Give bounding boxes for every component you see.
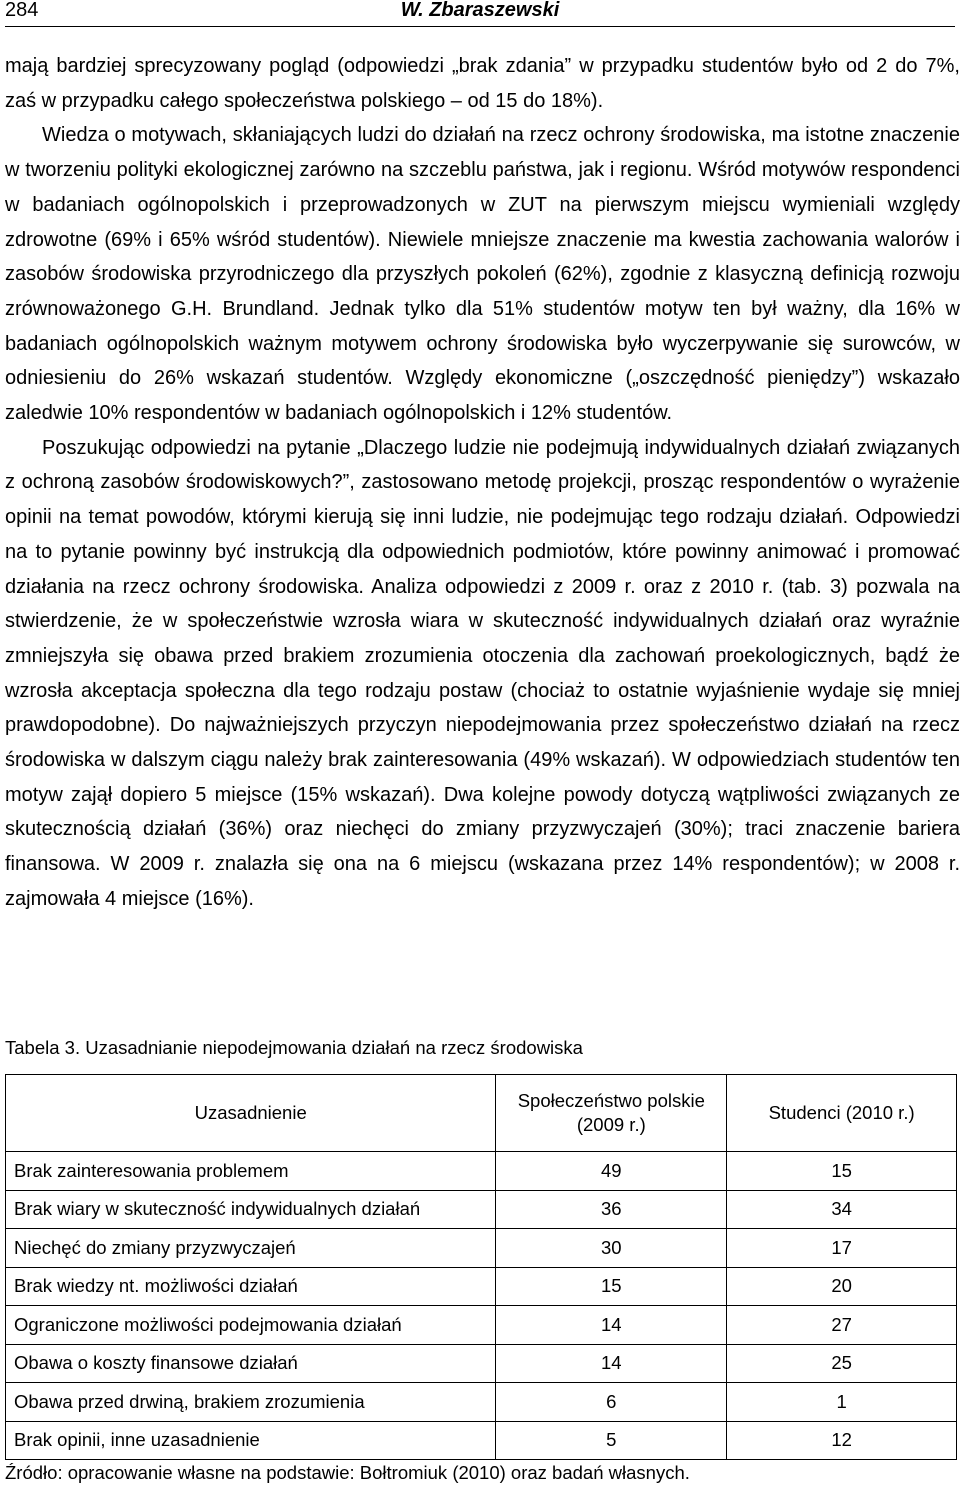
students-value-cell: 34 (727, 1190, 957, 1229)
students-value-cell: 15 (727, 1152, 957, 1191)
column-header: Społeczeństwo polskie (2009 r.) (496, 1075, 727, 1152)
page-header (5, 0, 955, 27)
students-value-cell: 27 (727, 1306, 957, 1345)
table-row (6, 1267, 957, 1306)
table-source-note: Źródło: opracowanie własne na podstawie: Bołtromiuk (2010) oraz badań własnych. (5, 1462, 690, 1483)
paragraph: Poszukując odpowiedzi na pytanie „Dlaczego ludzie nie podejmują indywidualnych działań związanych z ochroną zasobów środowiskowych?”, zastosowano metodę projekcji, prosząc respondentów o wyrażenie opinii na temat powodów, którymi kierują się inni ludzie, nie podejmując tego rodzaju działań. Odpowiedzi na to pytanie powinny być instrukcją dla odpowiednich podmiotów, które powinny animować i promować działania na rzecz ochrony środowiska. Analiza odpowiedzi z 2009 r. oraz z 2010 r. (tab. 3) pozwala na stwierdzenie, że w społeczeństwie wzrosła wiara w skuteczność indywidualnych działań oraz wyraźnie zmniejszyła się obawa przed brakiem zrozumienia otoczenia dla zachowań proekologicznych, bądź że wzrosła akceptacja społeczna dla tego rodzaju postaw (chociaż to ostatnie wyjaśnienie wydaje się mniej prawdopodobne). Do najważniejszych przyczyn niepodejmowania przez społeczeństwo działań na rzecz środowiska w dalszym ciągu należy brak zainteresowania (49% wskazań). W odpowiedziach studentów ten motyw zajął dopiero 5 miejsce (15% wskazań). Dwa kolejne powody dotyczą wątpliwości związanych ze skutecznością działań (36%) oraz niechęci do zmiany przyzwyczajeń (30%); traci znaczenie bariera finansowa. W 2009 r. znalazła się ona na 6 miejscu (wskazana przez 14% respondentów); w 2008 r. zajmowała 4 miejsce (16%). (5, 436, 960, 910)
column-header: Studenci (2010 r.) (727, 1075, 957, 1152)
students-value-cell: 25 (727, 1344, 957, 1383)
students-value-cell: 12 (727, 1421, 957, 1460)
table-row (6, 1421, 957, 1460)
table-row (6, 1229, 957, 1268)
students-value-cell: 20 (727, 1267, 957, 1306)
society-value-cell: 15 (496, 1267, 727, 1306)
column-header: Uzasadnienie (6, 1075, 496, 1152)
running-title: W. Zbaraszewski (400, 0, 560, 21)
society-value-cell: 14 (496, 1344, 727, 1383)
society-value-cell: 6 (496, 1383, 727, 1422)
society-value-cell: 49 (496, 1152, 727, 1191)
students-value-cell: 1 (727, 1383, 957, 1422)
reason-cell: Brak wiedzy nt. możliwości działań (6, 1267, 496, 1306)
table-row (6, 1383, 957, 1422)
paragraph: mają bardziej sprecyzowany pogląd (odpowiedzi „brak zdania” w przypadku studentów było od 2 do 7%, zaś w przypadku całego społeczeństwa polskiego – od 15 do 18%). (5, 55, 960, 112)
body-text (5, 49, 960, 917)
reason-cell: Niechęć do zmiany przyzwyczajeń (6, 1229, 496, 1268)
page-number: 284 (5, 0, 39, 21)
table-row (6, 1190, 957, 1229)
table-caption: Tabela 3. Uzasadnianie niepodejmowania działań na rzecz środowiska (5, 1037, 583, 1058)
society-value-cell: 30 (496, 1229, 727, 1268)
table-row (6, 1306, 957, 1345)
table-row (6, 1152, 957, 1191)
society-value-cell: 36 (496, 1190, 727, 1229)
reason-cell: Brak wiary w skuteczność indywidualnych działań (6, 1190, 496, 1229)
data-table (5, 1074, 957, 1460)
paragraph: Wiedza o motywach, skłaniających ludzi do działań na rzecz ochrony środowiska, ma istotne znaczenie w tworzeniu polityki ekologicznej zarówno na szczeblu państwa, jak i regionu. Wśród motywów respondenci w badaniach ogólnopolskich i przeprowadzonych w ZUT na pierwszym miejscu wymieniali względy zdrowotne (69% i 65% wśród studentów). Niewiele mniejsze znaczenie ma kwestia zachowania walorów i zasobów środowiska przyrodniczego dla przyszłych pokoleń (62%), zgodnie z klasyczną definicją rozwoju zrównoważonego G.H. Brundland. Jednak tylko dla 51% studentów motyw ten był ważny, dla 16% w badaniach ogólnopolskich ważnym motywem ochrony środowiska było wyczerpywanie się surowców, w odniesieniu do 26% wskazań studentów. Względy ekonomiczne („oszczędność pieniędzy”) wskazało zaledwie 10% respondentów w badaniach ogólnopolskich i 12% studentów. (5, 124, 960, 425)
reason-cell: Brak opinii, inne uzasadnienie (6, 1421, 496, 1460)
students-value-cell: 17 (727, 1229, 957, 1268)
reason-cell: Ograniczone możliwości podejmowania działań (6, 1306, 496, 1345)
table-row (6, 1344, 957, 1383)
reason-cell: Obawa o koszty finansowe działań (6, 1344, 496, 1383)
society-value-cell: 5 (496, 1421, 727, 1460)
reason-cell: Brak zainteresowania problemem (6, 1152, 496, 1191)
society-value-cell: 14 (496, 1306, 727, 1345)
reason-cell: Obawa przed drwiną, brakiem zrozumienia (6, 1383, 496, 1422)
table-header-row (6, 1075, 957, 1152)
